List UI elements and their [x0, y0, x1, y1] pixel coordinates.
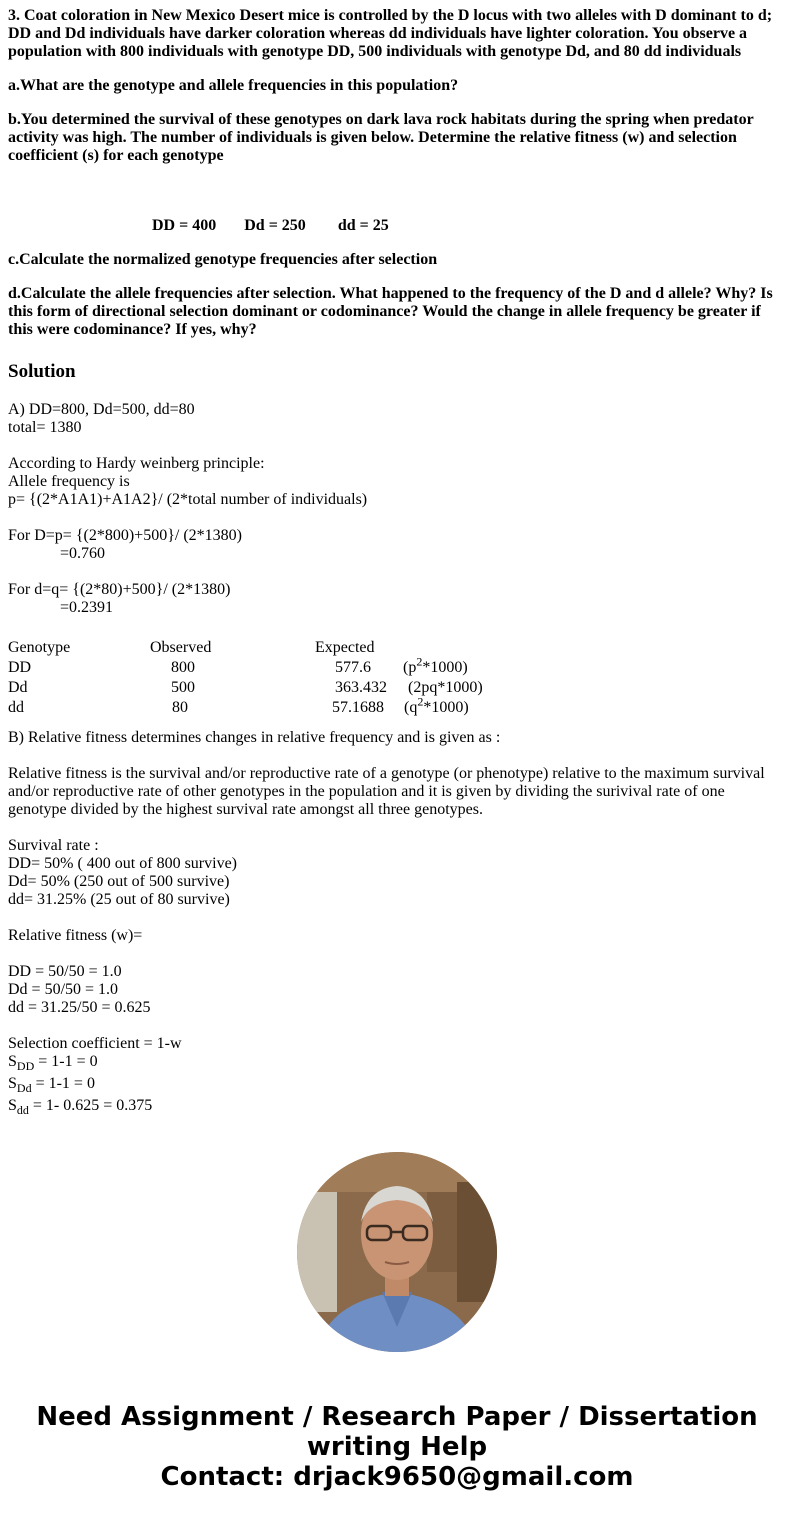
solution-line: For D=p= {(2*800)+500}/ (2*1380): [8, 527, 242, 544]
survivor-dd-lower: dd = 25: [337, 217, 389, 234]
solution-line: Allele frequency is: [8, 473, 130, 490]
question-part-d: d.Calculate the allele frequencies after selection. What happened to the frequency of the D and d allele? Why? Is this form of directional selection dominant or codominance? Would the change in allele frequency be greater if this were codominance? If yes, why?: [8, 285, 773, 338]
survivor-counts: [8, 217, 786, 235]
solution-line: $S_{Dd} = 1-1 = 0$: [8, 1075, 95, 1096]
solution-line: Selection coefficient = 1-w: [8, 1035, 182, 1052]
table-header: Genotype: [8, 639, 71, 656]
footer-line: Need Assignment / Research Paper / Dissertation: [36, 1402, 758, 1432]
document-content: [8, 7, 786, 1123]
solution-line: A) DD=800, Dd=500, dd=80: [8, 401, 195, 418]
survivor-dd-het: Dd = 250: [244, 217, 306, 234]
table-cell: 363.432: [335, 679, 387, 696]
solution-line: $S_{dd} = 1-$ 0.625 = 0.375: [8, 1097, 153, 1118]
footer-line: writing Help: [306, 1432, 488, 1462]
table-cell: $(p^2*1000)$: [403, 654, 468, 676]
table-header-row: [8, 639, 786, 657]
tutor-photo: [297, 1152, 497, 1352]
solution-line: Survival rate :: [8, 837, 99, 854]
table-cell: Dd: [8, 679, 28, 696]
table-row: [8, 654, 786, 679]
question-block: [8, 7, 786, 339]
solution-line: DD = 50/50 = 1.0: [8, 963, 122, 980]
solution-line: According to Hardy weinberg principle:: [8, 455, 265, 472]
solution-heading: Solution: [8, 361, 76, 382]
solution-line: total= 1380: [8, 419, 82, 436]
table-cell: dd: [8, 699, 24, 716]
solution-line: p= {(2*A1A1)+A1A2}/ (2*total number of individuals): [8, 491, 368, 508]
solution-line: dd= 31.25% (25 out of 80 survive): [8, 891, 230, 908]
solution-body: [8, 401, 786, 1118]
solution-line: =0.2391: [60, 599, 114, 616]
solution-line: B) Relative fitness determines changes in relative frequency and is given as :: [8, 729, 501, 746]
genotype-table: [8, 639, 786, 716]
table-cell: $(q^2*1000)$: [404, 694, 469, 716]
table-cell: (2pq*1000): [408, 679, 483, 696]
table-header: Observed: [150, 639, 212, 656]
question-part-b: b.You determined the survival of these genotypes on dark lava rock habitats during the spring when predator activity was high. The number of individuals is given below. Determine the relative fitness (w) and selection coefficient (s) for each genotype: [8, 111, 754, 164]
table-cell: 800: [171, 659, 195, 676]
solution-line: =0.760: [60, 545, 106, 562]
question-part-c: c.Calculate the normalized genotype frequencies after selection: [8, 251, 438, 268]
table-header: Expected: [315, 639, 375, 656]
solution-paragraph: Relative fitness is the survival and/or reproductive rate of a genotype (or phenotype) relative to the maximum survival and/or reproductive rate of other genotypes in the population and it is given by dividing the surivival rate of one genotype divided by the highest survival rate amongst all three genotypes.: [8, 765, 765, 818]
solution-line: Dd= 50% (250 out of 500 survive): [8, 873, 230, 890]
table-row: [8, 679, 786, 699]
footer-banner: [0, 1402, 794, 1492]
solution-line: Relative fitness (w)=: [8, 927, 143, 944]
avatar: [297, 1152, 497, 1352]
solution-line: DD= 50% ( 400 out of 800 survive): [8, 855, 237, 872]
table-cell: 80: [172, 699, 188, 716]
solution-line: dd = 31.25/50 = 0.625: [8, 999, 151, 1016]
footer-contact: Contact: drjack9650@gmail.com: [160, 1462, 634, 1492]
survivor-dd-upper: DD = 400: [152, 217, 217, 234]
solution-line: $S_{DD} = 1-1 = 0$: [8, 1053, 98, 1074]
table-cell: 500: [171, 679, 195, 696]
table-cell: DD: [8, 659, 32, 676]
solution-line: For d=q= {(2*80)+500}/ (2*1380): [8, 581, 231, 598]
solution-line: Dd = 50/50 = 1.0: [8, 981, 119, 998]
question-part-a: a.What are the genotype and allele frequencies in this population?: [8, 77, 459, 94]
table-cell: 57.1688: [332, 699, 384, 716]
table-cell: 577.6: [335, 659, 371, 676]
question-intro: 3. Coat coloration in New Mexico Desert mice is controlled by the D locus with two alleles with D dominant to d; DD and Dd individuals have darker coloration whereas dd individuals have lighter coloration. You observe a population with 800 individuals with genotype DD, 500 individuals with genotype Dd, and 80 dd individuals: [8, 7, 773, 60]
table-row: [8, 694, 786, 719]
